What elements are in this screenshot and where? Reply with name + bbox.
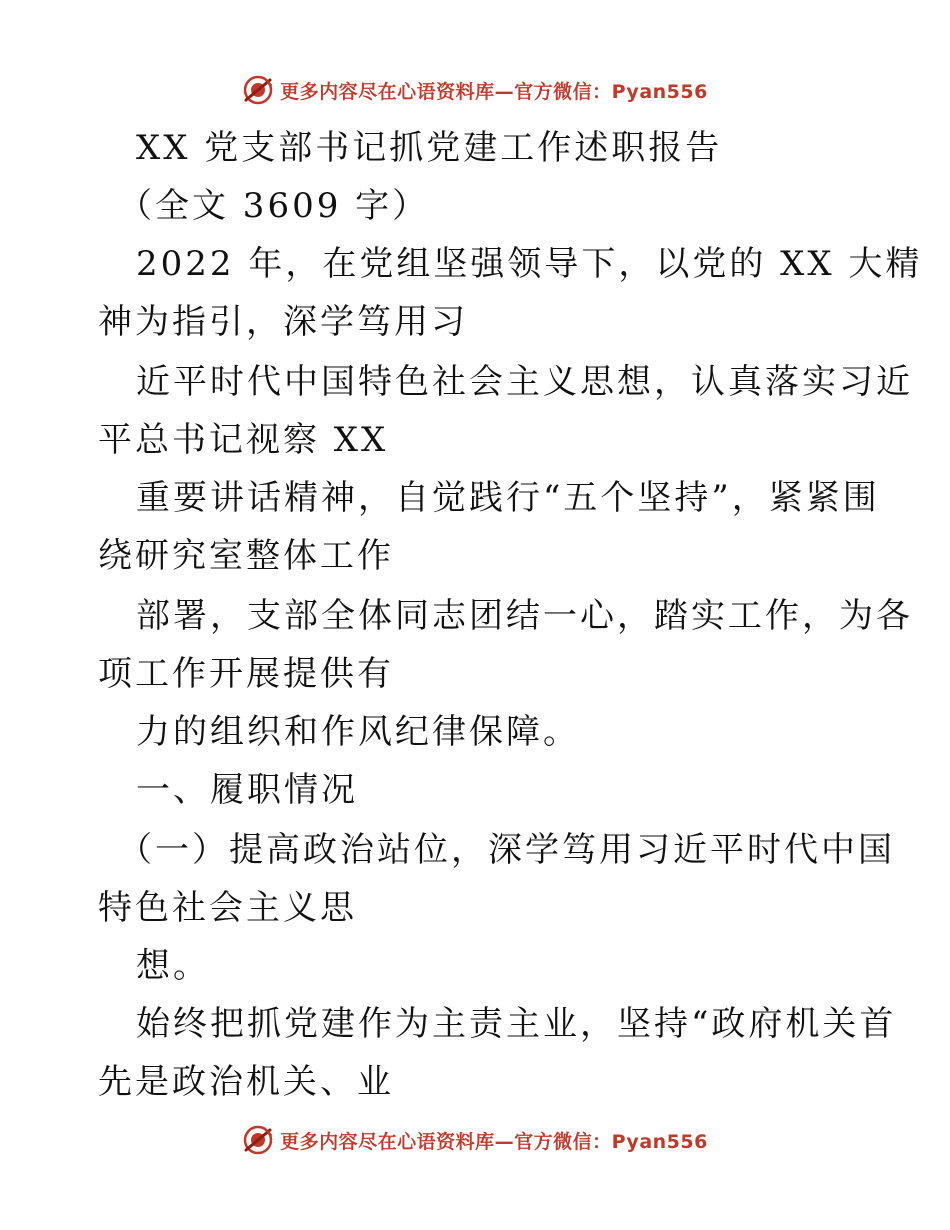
- paragraph-line: 部署，支部全体同志团结一心，踏实工作，为各: [136, 596, 913, 636]
- header-watermark: [0, 72, 950, 108]
- document-subtitle: （全文 3609 字）: [118, 186, 430, 226]
- paragraph-line: 近平时代中国特色社会主义思想，认真落实习近: [136, 362, 913, 402]
- paragraph-line: 力的组织和作风纪律保障。: [136, 712, 580, 752]
- document-title: XX 党支部书记抓党建工作述职报告: [136, 128, 723, 168]
- paragraph-line: 2022 年，在党组坚强领导下，以党的 XX 大精: [136, 244, 923, 284]
- watermark-text: 更多内容尽在心语资料库—官方微信：Pyan556: [280, 80, 708, 103]
- subsection-heading: （一）提高政治站位，深学笃用习近平时代中国: [118, 830, 895, 870]
- paragraph-line: 想。: [136, 946, 210, 986]
- paragraph-line: 特色社会主义思: [98, 888, 357, 928]
- paragraph-line: 重要讲话精神，自觉践行“五个坚持”，紧紧围: [136, 478, 880, 518]
- section-heading: 一、履职情况: [136, 770, 358, 810]
- paragraph-line: 平总书记视察 XX: [98, 420, 389, 460]
- paragraph-line: 神为指引，深学笃用习: [98, 302, 468, 342]
- seal-logo-icon: [242, 74, 274, 106]
- seal-logo-icon: [242, 1124, 274, 1156]
- watermark-text: 更多内容尽在心语资料库—官方微信：Pyan556: [280, 1130, 708, 1153]
- paragraph-line: 项工作开展提供有: [98, 654, 394, 694]
- paragraph-line: 先是政治机关、业: [98, 1062, 394, 1102]
- paragraph-line: 始终把抓党建作为主责主业，坚持“政府机关首: [136, 1004, 897, 1044]
- footer-watermark: [0, 1122, 950, 1158]
- paragraph-line: 绕研究室整体工作: [98, 536, 394, 576]
